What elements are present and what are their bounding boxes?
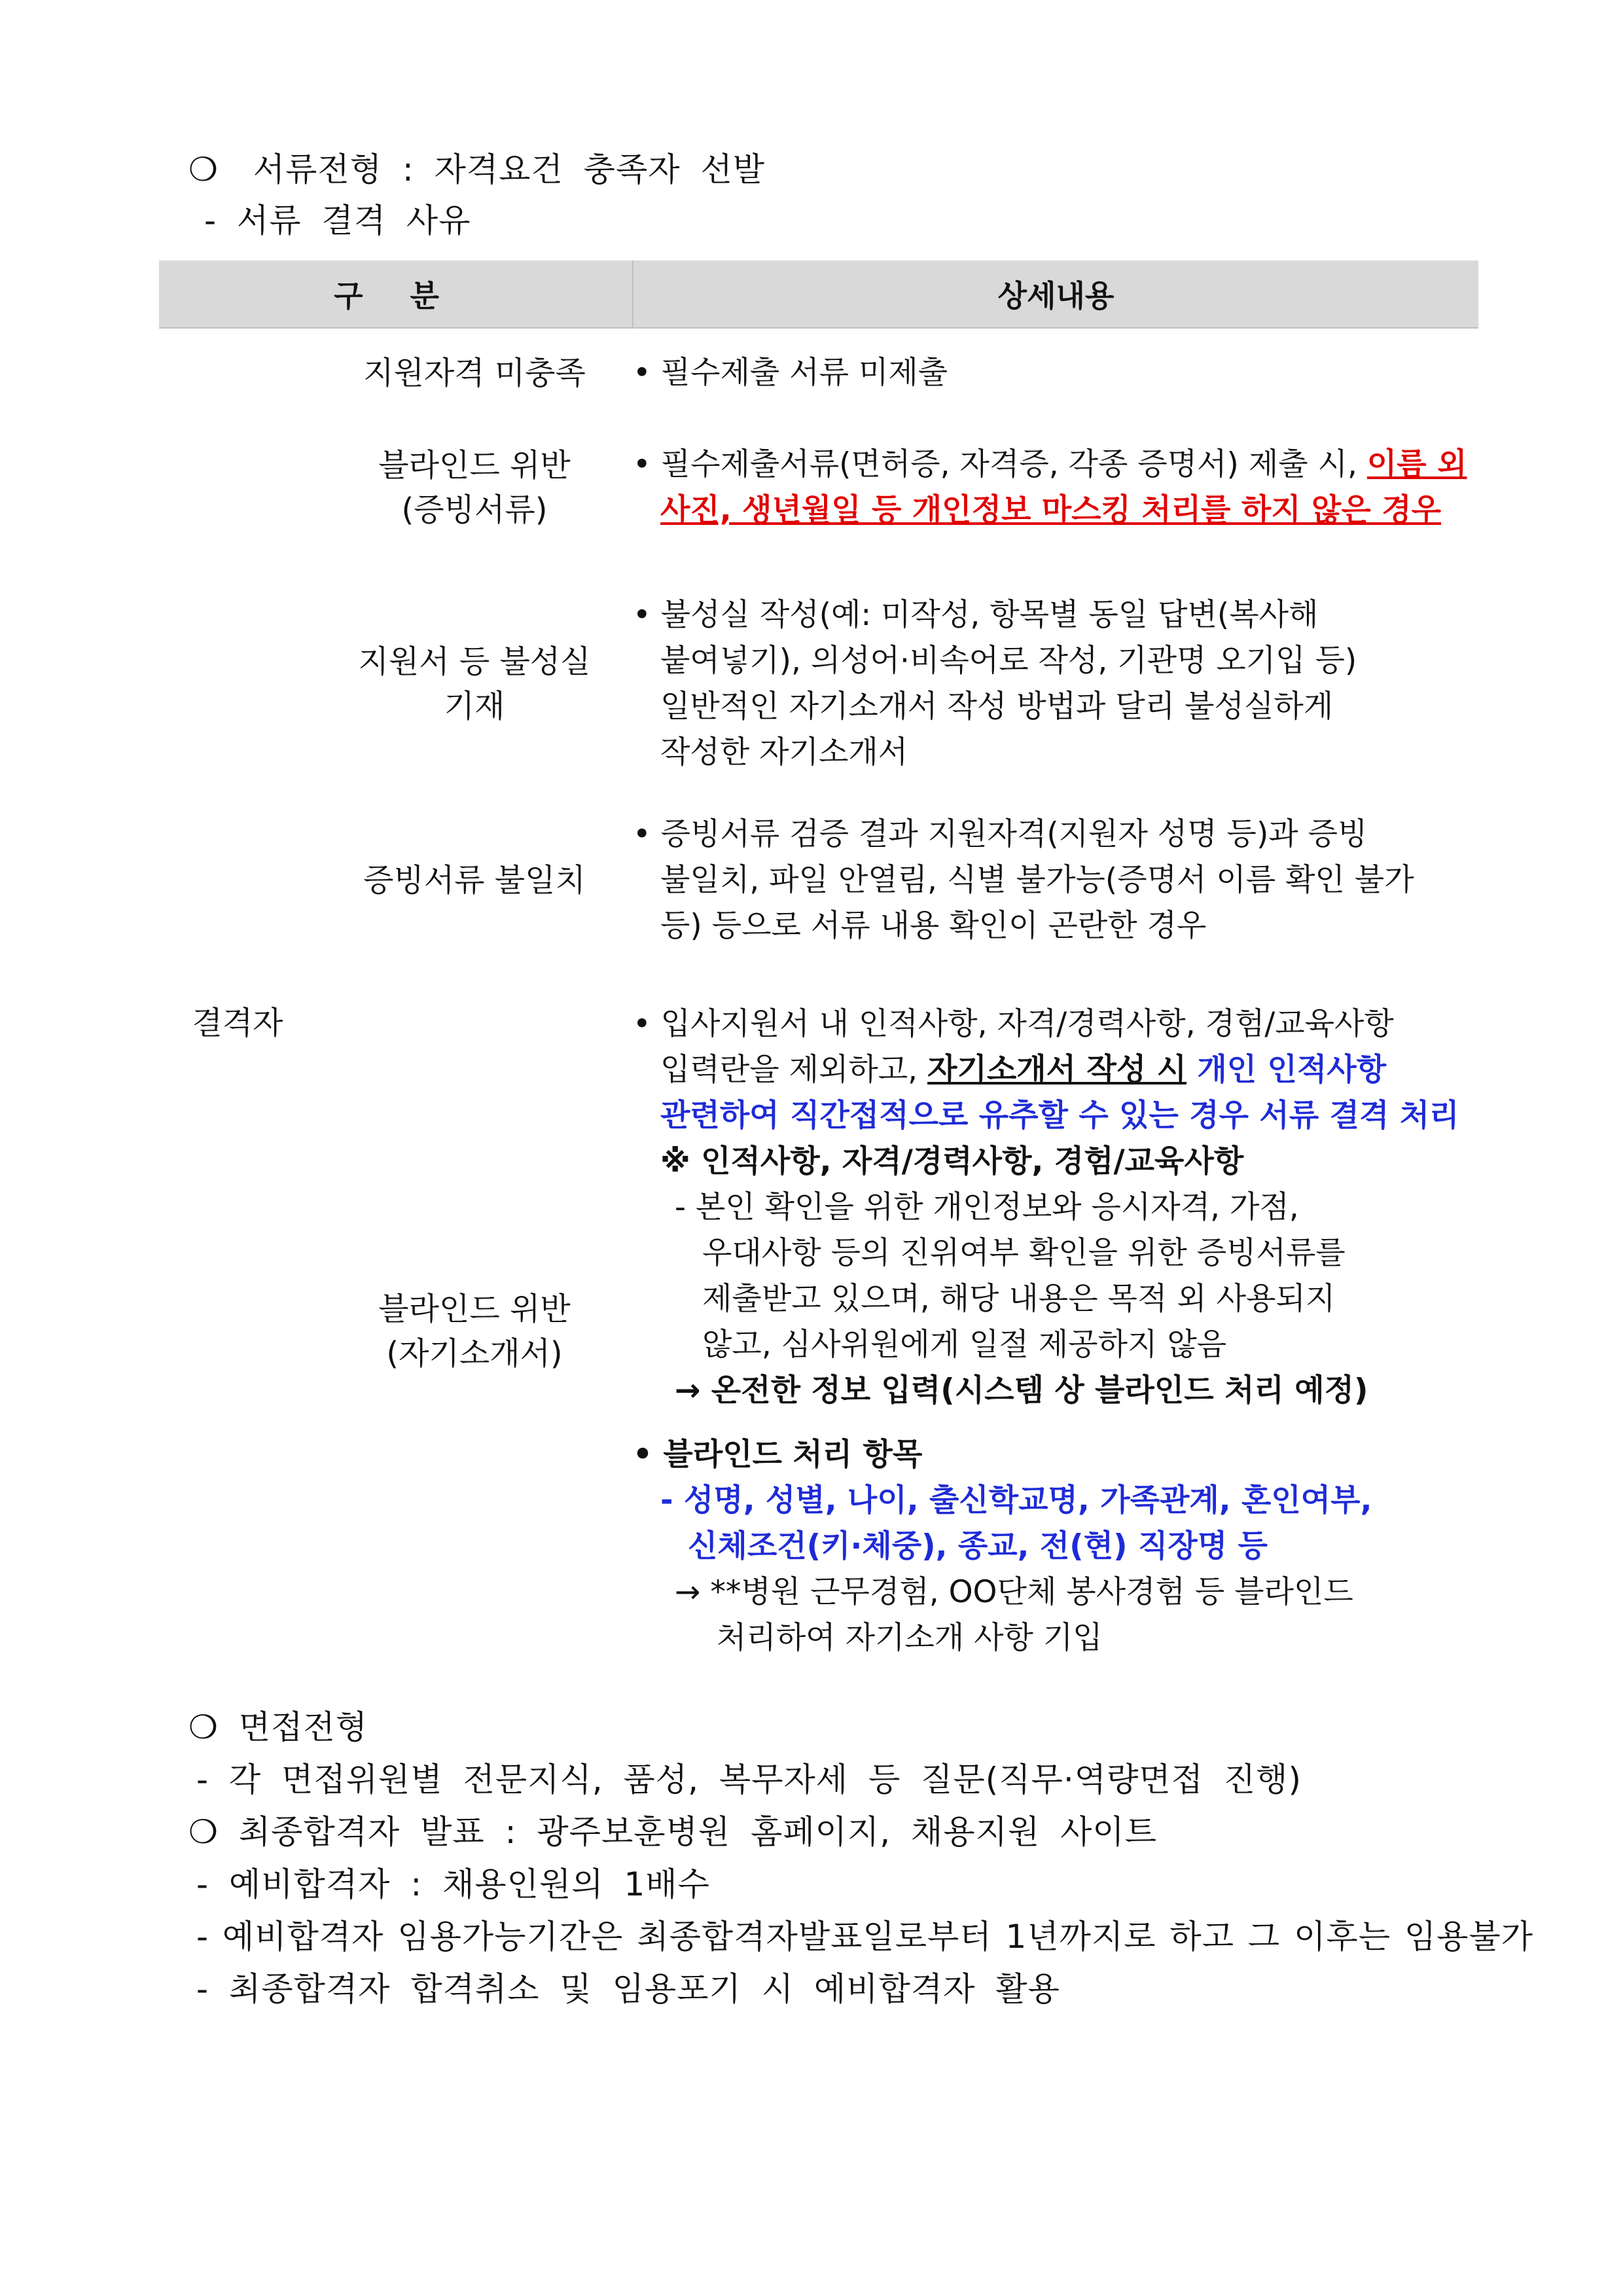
section-heading-final-announcement: ❍ 최종합격자 발표 : 광주보훈병원 홈페이지, 채용지원 사이트 — [188, 1813, 1158, 1851]
table-row — [159, 328, 1478, 417]
reserve-usage-detail: - 최종합격자 합격취소 및 임용포기 시 예비합격자 활용 — [196, 1970, 1060, 2008]
row-detail: • 불성실 작성(예: 미작성, 항목별 동일 답변(복사해 붙여넣기), 의성어·비속어로 작성, 기관명 오기입 등) 일반적인 자기소개서 작성 방법과 달리 불성실하게 작성한 자기소개서 — [633, 597, 1357, 770]
table-row — [159, 417, 1478, 558]
interview-detail: - 각 면접위원별 전문지식, 품성, 복무자세 등 질문(직무·역량면접 진행) — [196, 1761, 1302, 1799]
disqualification-table — [159, 260, 1478, 1712]
category-cell: 결격자 — [192, 1005, 283, 1041]
row-detail: • 증빙서류 검증 결과 지원자격(지원자 성명 등)과 증빙 불일치, 파일 안열림, 식별 불가능(증명서 이름 확인 불가 등) 등으로 서류 내용 확인이 곤란한 경우 — [633, 816, 1414, 944]
reserve-count-detail: - 예비합격자 : 채용인원의 1배수 — [196, 1865, 710, 1903]
row-label: 지원자격 미충족 — [363, 354, 586, 391]
table-row — [159, 558, 1478, 810]
table-header-row — [159, 260, 1478, 328]
sub-heading-disqualification: - 서류 결격 사유 — [204, 202, 471, 240]
circle-bullet-icon: ❍ — [188, 151, 219, 188]
table-row — [159, 951, 1478, 1712]
row-label: 블라인드 위반 (자기소개서) — [378, 1291, 571, 1372]
row-detail: • 입사지원서 내 인적사항, 자격/경력사항, 경험/교육사항 입력란을 제외하고, 자기소개서 작성 시 개인 인적사항 관련하여 직간접적으로 유추할 수 있는 경우 서류 결격 처리 ※ 인적사항, 자격/경력사항, 경험/교육사항 - 본인 확인을 위한 개인정보와 응시자격, 가점, 우대사항 등의 진위여부 확인을 위한 증빙서류를 제출받고 있으며, 해당 내용은 목적 외 사용되지 않고, 심사위원에게 일절 제공하지 않음 → 온전한 정보 입력(시스템 상 블라인드 처리 예정) • 블라인드 처리 항목 - 성명, 성별, 나이, 출신학교명, 가족관계, 혼인여부, 신체조건(키·체중), 종교, 전(현) 직장명 등 → **병원 근무경험, OO단체 봉사경험 등 블라인드 처리하여 자기소개 사항 기입 — [633, 1006, 1459, 1656]
row-label: 지원서 등 불성실 기재 — [358, 643, 591, 725]
section-title: 서류전형 : 자격요건 충족자 선발 — [253, 151, 766, 188]
row-label: 증빙서류 불일치 — [363, 862, 586, 899]
header-category: 구 분 — [159, 260, 633, 328]
table-row — [159, 810, 1478, 951]
header-details: 상세내용 — [633, 260, 1478, 328]
row-detail: • 필수제출서류(면허증, 자격증, 각종 증명서) 제출 시, 이름 외 사진, 생년월일 등 개인정보 마스킹 처리를 하지 않은 경우 — [633, 446, 1467, 528]
section-heading-document-screening — [188, 153, 765, 186]
row-detail: • 필수제출 서류 미제출 — [633, 354, 948, 391]
reserve-period-detail: - 예비합격자 임용가능기간은 최종합격자발표일로부터 1년까지로 하고 그 이후는 임용불가 — [196, 1918, 1534, 1956]
row-label: 블라인드 위반 (증빙서류) — [378, 447, 571, 528]
section-heading-interview: ❍ 면접전형 — [188, 1708, 368, 1746]
